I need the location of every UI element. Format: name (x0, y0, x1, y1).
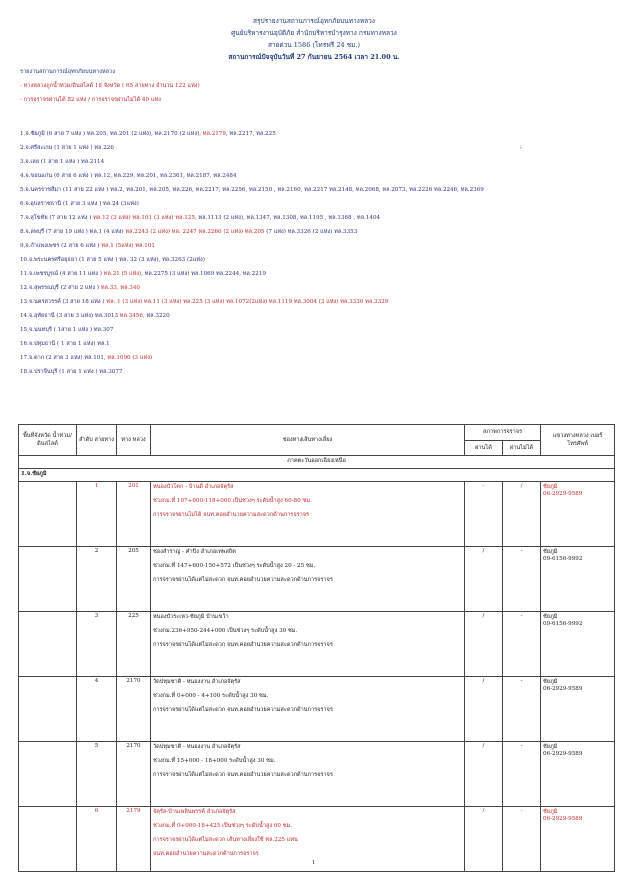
desc-line: การจราจรผ่านได้แต่ไม่สะดวก จนท.คอยอำนวยความสะดวกด้านการจราจร (153, 772, 333, 778)
cell-office (541, 547, 615, 612)
province-closed-roads: ทล.21 (5 แห่ง) (103, 271, 142, 277)
province-line (20, 144, 114, 152)
cell-area (19, 547, 77, 612)
cell-route: 201 (117, 482, 151, 547)
province-closed-roads: ทล.3456 (119, 313, 143, 319)
cell-pass: / (465, 612, 503, 677)
cell-nopass: / (503, 482, 541, 547)
province-line (20, 186, 484, 194)
cell-nopass: - (503, 547, 541, 612)
cell-desc (151, 807, 465, 872)
col-area-header: พื้นที่จังหวัด น้ำท่วม/ดินสไลด์ (19, 425, 77, 456)
cell-office (541, 742, 615, 807)
office-name: ชัยภูมิ (543, 549, 558, 555)
desc-line: ช่วงกม.ที่ 0+000-18+425 เป็นช่วงๆ ระดับน้ำสูง 60 ซม. (153, 823, 293, 829)
stray-mark: ; (520, 144, 522, 150)
province-text: 1.จ.ชัยภูมิ (6 สาย 7 แห่ง ) ทล.205, ทล.201 (2 แห่ง), ทล.2170 (2 แห่ง), (20, 131, 203, 137)
cell-office (541, 677, 615, 742)
table-row (19, 742, 615, 807)
table-row (19, 677, 615, 742)
province-line (20, 214, 380, 222)
office-phone: 09-6156-9992 (543, 621, 583, 627)
cell-nopass: - (503, 807, 541, 872)
office-name: ชัยภูมิ (543, 679, 558, 685)
province-text: 18.จ.ปราจีนบุรี (1 สาย 1 แห่ง ) ทล.3077 (20, 369, 123, 375)
province-closed-roads: ทล.1 (5แห่ง) ทล.101 (101, 243, 155, 249)
province-text: 2.จ.ศรีสะเกษ (1 สาย 1 แห่ง ) ทล.226 (20, 145, 114, 151)
province-text: 3.จ.เลย (1 สาย 1 แห่ง ) ทล.2114 (20, 159, 105, 165)
province-line (20, 284, 140, 292)
cell-office (541, 807, 615, 872)
cell-seq: 5 (77, 742, 117, 807)
cell-seq: 2 (77, 547, 117, 612)
province-line (20, 368, 122, 376)
province-line (20, 354, 152, 362)
cell-route: 205 (117, 547, 151, 612)
province-row: 1.จ.ชัยภูมิ (19, 469, 615, 482)
summary-title: รายงานสถานการณ์อุทกภัยบนทางหลวง (20, 69, 115, 75)
header-line-3: สายด่วน 1586 (โทรฟรี 24 ชม.) (267, 41, 360, 49)
cell-pass: - (465, 482, 503, 547)
province-text-tail: , ทล.2217, ทล.225 (225, 131, 276, 137)
col-office-header: แขวงทางหลวง เบอร์โทรศัพท์ (541, 425, 615, 456)
header-line-2: ศูนย์บริหารงานอุบัติภัย สำนักบริหารบำรุงทาง กรมทางหลวง (231, 29, 397, 37)
province-line (20, 242, 155, 250)
cell-office (541, 482, 615, 547)
table-row (19, 547, 615, 612)
cell-area (19, 612, 77, 677)
province-closed-roads: ทล.2243 (2 แห่ง) ทล. 2247 ทล.2260 (2 แห่ง) ทล.205 (125, 229, 265, 235)
col-desc-header: ช่องทางเส้นทางเลี่ยง (151, 425, 465, 456)
province-text: 16.จ.ปทุมธานี ( 1 สาย 1 แห่ง) ทล.1 (20, 341, 110, 347)
col-pass-header: ผ่านได้ (465, 440, 503, 456)
province-line (20, 130, 276, 138)
province-text-tail: , ทล.2275 (3 แห่ง) ทล.1069 ทล.2244, ทล.2219 (141, 271, 266, 277)
province-text: 9.จ.กำแพงเพชร (2 สาย 6 แห่ง ) (20, 243, 102, 249)
province-text: 12.จ.สุพรรณบุรี (2 สาย 2 แห่ง ) (20, 285, 101, 291)
col-traffic-header: สภาพการจราจร (465, 425, 541, 441)
province-text-tail: ทล.1113 (2 แห่ง), ทล.1347, ทล.1308, ทล.1195 , ทล.1368 , ทล.1404 (196, 215, 381, 221)
desc-line: จัตุรัส-บ้านเพลินพรรค์ อำเภอจัตุรัส (153, 809, 236, 815)
desc-line: การจราจรผ่านได้แต่ไม่สะดวก จนท.คอยอำนวยความสะดวกด้านการจราจร (153, 577, 333, 583)
province-line (20, 326, 113, 334)
col-route-header: ทาง หลวง (117, 425, 151, 456)
province-closed-roads: ทล.12 (3 แห่ง) ทล.101 (3 แห่ง) ทล.125, (93, 215, 197, 221)
cell-area (19, 677, 77, 742)
province-text: 10.จ.พระนครศรีอยุธยา (1 สาย 5 แห่ง ) ทล. 32 (3 แห่ง), ทล.3263 (2แห่ง) (20, 257, 205, 263)
cell-area (19, 807, 77, 872)
province-line (20, 228, 357, 236)
province-text: 13.จ.นครสวรรค์ (3 สาย 18 แห่ง ) (20, 299, 107, 305)
cell-nopass: - (503, 612, 541, 677)
cell-area (19, 742, 77, 807)
cell-route: 2170 (117, 677, 151, 742)
desc-line: การจราจรผ่านได้แต่ไม่สะดวก เส้นทางเลี่ยงใช้ ทล.225 แทน (153, 837, 298, 843)
office-phone: 06-2929-9589 (543, 816, 583, 822)
cell-nopass: - (503, 677, 541, 742)
province-text: 14.จ.อุทัยธานี (3 สาย 3 แห่ง) ทล.3013 (20, 313, 120, 319)
cell-pass: / (465, 547, 503, 612)
cell-desc (151, 742, 465, 807)
desc-line: หนองบัวระเหว-ชัยภูมิ บ้านเขว้า (153, 614, 229, 620)
office-phone: 06-2929-9589 (543, 686, 583, 692)
cell-seq: 4 (77, 677, 117, 742)
header-line-4: สถานการณ์ปัจจุบันวันที่ 27 กันยายน 2564 เวลา 21.00 น. (228, 53, 400, 61)
office-name: ชัยภูมิ (543, 484, 558, 490)
desc-line: ช่วงกม.ที่ 15+000 - 18+000 ระดับน้ำสูง 30 ซม. (153, 758, 276, 764)
page-number: 1 (312, 860, 316, 866)
office-name: ชัยภูมิ (543, 809, 558, 815)
header-line-1: สรุปรายงานสถานการณ์อุทกภัยบนทางหลวง (253, 17, 375, 25)
province-text: 15.จ.นนทบุรี ( 1สาย 1 แห่ง ) ทล.307 (20, 327, 114, 333)
province-line (20, 270, 266, 278)
cell-pass: / (465, 742, 503, 807)
desc-line: ช่องสำราญ - คำปิง อำเภอเทพสถิต (153, 549, 236, 555)
cell-seq: 1 (77, 482, 117, 547)
summary-line-2: - การจราจรผ่านได้ 82 แห่ง / การจราจรผ่านไม่ได้ 40 แห่ง (20, 97, 161, 103)
province-line (20, 256, 205, 264)
office-phone: 09-6156-9992 (543, 556, 583, 562)
province-text: 6.จ.อุบลราชธานี (1 สาย 3 แห่ง ) ทล.24 (3แห่ง) (20, 201, 139, 207)
cell-area (19, 482, 77, 547)
summary-line-1: - ทางหลวงถูกน้ำท่วม/ดินสไลด์ 18 จังหวัด ( 65 สายทาง จำนวน 122 แห่ง) (20, 83, 200, 89)
province-text: 8.จ.ลพบุรี (7 สาย 19 แห่ง ) ทล.1 (4 แห่ง) (20, 229, 126, 235)
flood-table (18, 424, 615, 872)
desc-line: วัดปทุมชาติ - หนองงาน อำเภอจัตุรัส (153, 744, 241, 750)
province-text-tail: (7 แห่ง) ทล.3326 (2 แห่ง) ทล.3353 (264, 229, 358, 235)
province-line (20, 340, 110, 348)
province-line (20, 312, 170, 320)
office-name: ชัยภูมิ (543, 744, 558, 750)
desc-line: วัดปทุมชาติ - หนองงาน อำเภอจัตุรัส (153, 679, 241, 685)
cell-seq: 6 (77, 807, 117, 872)
col-seq-header: ลำดับ สายทาง (77, 425, 117, 456)
cell-desc (151, 677, 465, 742)
desc-line: ช่วงกม.ที่ 107+600-118+000 เป็นช่วงๆ ระดับน้ำสูง 60-80 ซม. (153, 498, 312, 504)
cell-desc (151, 612, 465, 677)
desc-line: ช่วงกม.ที่ 147+600-150+572 เป็นช่วงๆ ระดับน้ำสูง 20 - 25 ซม. (153, 563, 316, 569)
province-line (20, 200, 139, 208)
cell-desc (151, 482, 465, 547)
cell-pass: / (465, 807, 503, 872)
desc-line: ช่วงกม.ที่ 0+000 - 4+100 ระดับน้ำสูง 30 ซม. (153, 693, 269, 699)
desc-line: การจราจรผ่านได้แต่ไม่สะดวก จนท.คอยอำนวยความสะดวกด้านการจราจร (153, 642, 333, 648)
province-text: 7.จ.สุโขทัย (7 สาย 12 แห่ง ) (20, 215, 94, 221)
province-text: 4.จ.ขอนแก่น (6 สาย 6 แห่ง ) ทล.12, ทล.229, ทล.201, ทล.2361, ทล.2187, ทล.2484 (20, 173, 237, 179)
cell-pass: / (465, 677, 503, 742)
region-row: ภาคตะวันออกเฉียงเหนือ (19, 456, 615, 469)
desc-line: การจราจรผ่านได้แต่ไม่สะดวก จนท.คอยอำนวยความสะดวกด้านการจราจร (153, 707, 333, 713)
desc-line: ช่วงกม.236+950-244+000 เป็นช่วงๆ ระดับน้ำสูง 30 ซม. (153, 628, 298, 634)
province-text: 17.จ.ตาก (2 สาย 3 แห่ง) ทล.101, (20, 355, 108, 361)
province-line (20, 298, 388, 306)
cell-seq: 3 (77, 612, 117, 677)
cell-desc (151, 547, 465, 612)
table-row (19, 807, 615, 872)
cell-nopass: - (503, 742, 541, 807)
cell-office (541, 612, 615, 677)
cell-route: 2170 (117, 742, 151, 807)
table-row (19, 482, 615, 547)
cell-route: 2179 (117, 807, 151, 872)
table-row (19, 612, 615, 677)
province-closed-roads: ทล. 1 (3 แห่ง) ทล.11 (3 แห่ง) ทล.225 (3 แห่ง) ทล.1072(2แห่ง) ทล.1119 ทล.3004 (3 แห่ง) ทล.3330 ทล.3329 (106, 299, 389, 305)
province-text: 11.จ.เพชรบูรณ์ (4 สาย 11 แห่ง ) (20, 271, 104, 277)
province-line (20, 172, 237, 180)
province-text: 5.จ.นครราชสีมา (11 สาย 22 แห่ง ) ทล.2, ทล.201, ทล.205, ทล.226, ทล.2217, ทล.2256, ทล.2150 , ทล.2160, ทล.2217 ทล.2148, ทล.2068, ทล.2073, ทล.2226 ทล.2246, ทล.2369 (20, 187, 484, 193)
col-nopass-header: ผ่านไม่ได้ (503, 440, 541, 456)
province-closed-roads: ทล.2179 (202, 131, 226, 137)
province-closed-roads: ทล.1090 (3 แห่ง) (107, 355, 153, 361)
desc-line: จนท.คอยอำนวยความสะดวกด้านการจราจร (153, 851, 259, 857)
desc-line: หนองบัวโคก - บ้านดี อำเภอจัตุรัส (153, 484, 234, 490)
province-text-tail: , ทล.3220 (142, 313, 170, 319)
office-phone: 06-2929-9589 (543, 491, 583, 497)
desc-line: การจราจรผ่านไม่ได้ จนท.คอยอำนวยความสะดวกด้านการจราจร (153, 512, 310, 518)
office-name: ชัยภูมิ (543, 614, 558, 620)
province-line (20, 158, 104, 166)
province-closed-roads: ทล.33, ทล.340 (100, 285, 140, 291)
cell-route: 225 (117, 612, 151, 677)
office-phone: 06-2929-9589 (543, 751, 583, 757)
